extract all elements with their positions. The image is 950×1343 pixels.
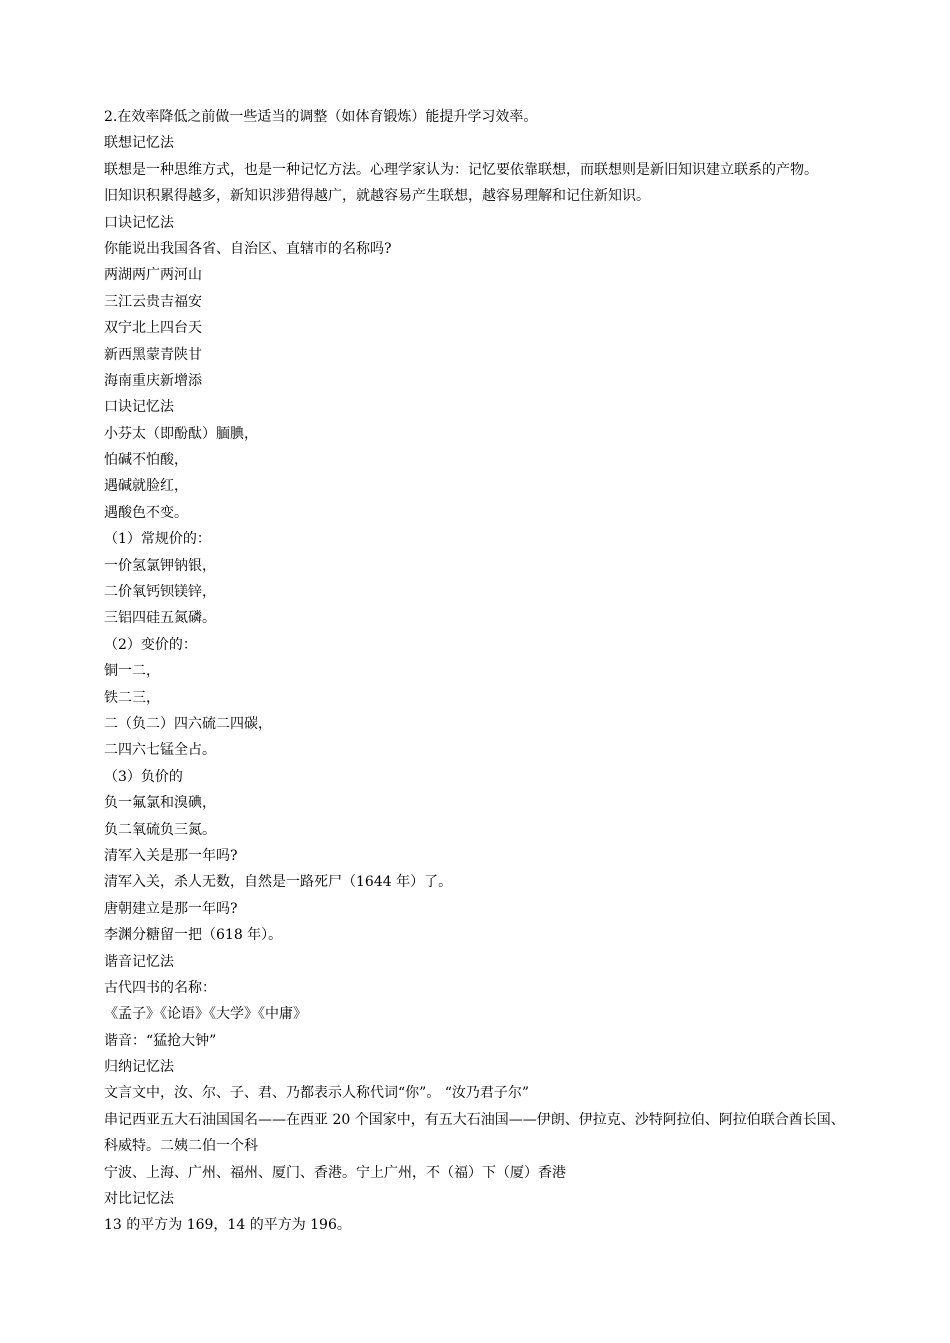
text-line-32: 李渊分糖留一把（618 年）。 (104, 927, 283, 944)
verse-line: 负二氧硫负三氮。 (104, 821, 216, 838)
verse-line: 遇碱就脸红， (104, 478, 188, 495)
text-line-36: 谐音：“猛抢大钟” (104, 1032, 217, 1049)
verse-line: 一价氢氯钾钠银， (104, 557, 216, 574)
subheading-valence-3: （3）负价的 (104, 768, 183, 785)
text-line-30: 清军入关，杀人无数，自然是一路死尸（1644 年）了。 (104, 874, 453, 891)
section-heading-association: 联想记忆法 (104, 135, 174, 152)
section-heading-homophone: 谐音记忆法 (104, 953, 174, 970)
verse-line: 小芬太（即酚酞）腼腆， (104, 425, 258, 442)
verse-line: 二四六七锰全占。 (104, 742, 216, 759)
verse-line: 铜一二， (104, 663, 160, 680)
verse-line: 三铝四硅五氮磷。 (104, 610, 216, 627)
text-line-41: 宁波、上海、广州、福州、厦门、香港。宁上广州，不（福）下（厦）香港 (104, 1164, 566, 1181)
verse-line: 怕碱不怕酸， (104, 452, 188, 469)
verse-line: 新西黑蒙青陕甘 (104, 346, 202, 363)
text-line-43: 13 的平方为 169，14 的平方为 196。 (104, 1217, 351, 1234)
verse-line: 二价氧钙钡镁锌， (104, 584, 216, 601)
verse-line: 遇酸色不变。 (104, 504, 188, 521)
document-body (104, 104, 864, 1239)
text-line-6: 你能说出我国各省、自治区、直辖市的名称吗? (104, 240, 392, 257)
subheading-valence-1: （1）常规价的： (104, 531, 211, 548)
verse-line: 两湖两广两河山 (104, 267, 202, 284)
text-line-38: 文言文中，汝、尔、子、君、乃都表示人称代词“你”。 “汝乃君子尔” (104, 1085, 530, 1102)
text-line-3: 联想是一种思维方式，也是一种记忆方法。心理学家认为：记忆要依靠联想，而联想则是新旧知识建立联系的产物。 (104, 161, 818, 178)
text-line-40: 科威特。二姨二伯一个科 (104, 1138, 258, 1155)
verse-line: 双宁北上四台天 (104, 320, 202, 337)
section-heading-contrast: 对比记忆法 (104, 1191, 174, 1208)
verse-line: 三江云贵吉福安 (104, 293, 202, 310)
text-line-39: 串记西亚五大石油国国名——在西亚 20 个国家中，有五大石油国——伊朗、伊拉克、沙特阿拉伯、阿拉伯联合酋长国、 (104, 1111, 845, 1128)
text-line-4: 旧知识积累得越多，新知识涉猎得越广，就越容易产生联想，越容易理解和记住新知识。 (104, 188, 650, 205)
section-heading-induction: 归纳记忆法 (104, 1059, 174, 1076)
verse-line: 铁二三， (104, 689, 160, 706)
text-line-34: 古代四书的名称： (104, 979, 216, 996)
verse-line: 海南重庆新增添 (104, 372, 202, 389)
verse-line: 负一氟氯和溴碘， (104, 795, 216, 812)
subheading-valence-2: （2）变价的： (104, 636, 197, 653)
verse-line: 二（负二）四六硫二四碳， (104, 715, 272, 732)
text-line-35: 《孟子》《论语》《大学》《中庸》 (104, 1006, 307, 1023)
text-line-1: 2.在效率降低之前做一些适当的调整（如体育锻炼）能提升学习效率。 (104, 109, 538, 125)
section-heading-mnemonic-2: 口诀记忆法 (104, 399, 174, 416)
section-heading-mnemonic: 口诀记忆法 (104, 214, 174, 231)
text-line-31: 唐朝建立是那一年吗? (104, 900, 238, 917)
text-line-29: 清军入关是那一年吗? (104, 847, 238, 864)
